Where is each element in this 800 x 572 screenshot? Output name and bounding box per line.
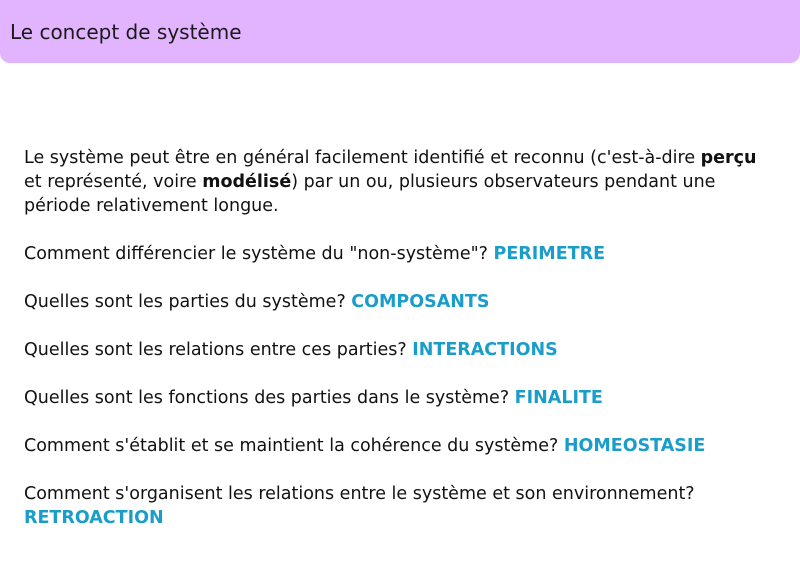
question-keyword: HOMEOSTASIE (563, 436, 706, 456)
question-homeostasie (24, 434, 776, 458)
intro-text-1: Le système peut être en général facilement identifié et reconnu (c'est-à-dire (24, 148, 701, 168)
intro-paragraph (24, 146, 776, 218)
question-perimetre (24, 242, 776, 266)
question-text: Quelles sont les parties du système? (24, 292, 352, 312)
intro-bold-percu: perçu (700, 148, 757, 168)
question-keyword: RETROACTION (24, 508, 164, 528)
question-finalite (24, 386, 776, 410)
slide-content (24, 146, 776, 554)
question-keyword: COMPOSANTS (351, 292, 490, 312)
question-retroaction (24, 482, 776, 530)
question-text: Comment différencier le système du "non-système"? (24, 244, 494, 264)
question-text: Comment s'organisent les relations entre le système et son environnement? (24, 484, 695, 504)
question-composants (24, 290, 776, 314)
question-text: Quelles sont les relations entre ces parties? (24, 340, 413, 360)
question-text: Quelles sont les fonctions des parties dans le système? (24, 388, 515, 408)
intro-bold-modelise: modélisé (202, 172, 292, 192)
question-keyword: PERIMETRE (493, 244, 606, 264)
question-keyword: FINALITE (514, 388, 603, 408)
intro-text-3: ) par un ou, plusieurs observateurs pendant une période relativement longue. (24, 172, 716, 216)
question-interactions (24, 338, 776, 362)
intro-text-2: et représenté, voire (24, 172, 203, 192)
title-bar (0, 0, 800, 63)
question-text: Comment s'établit et se maintient la cohérence du système? (24, 436, 564, 456)
page-title: Le concept de système (10, 20, 242, 44)
question-keyword: INTERACTIONS (412, 340, 558, 360)
